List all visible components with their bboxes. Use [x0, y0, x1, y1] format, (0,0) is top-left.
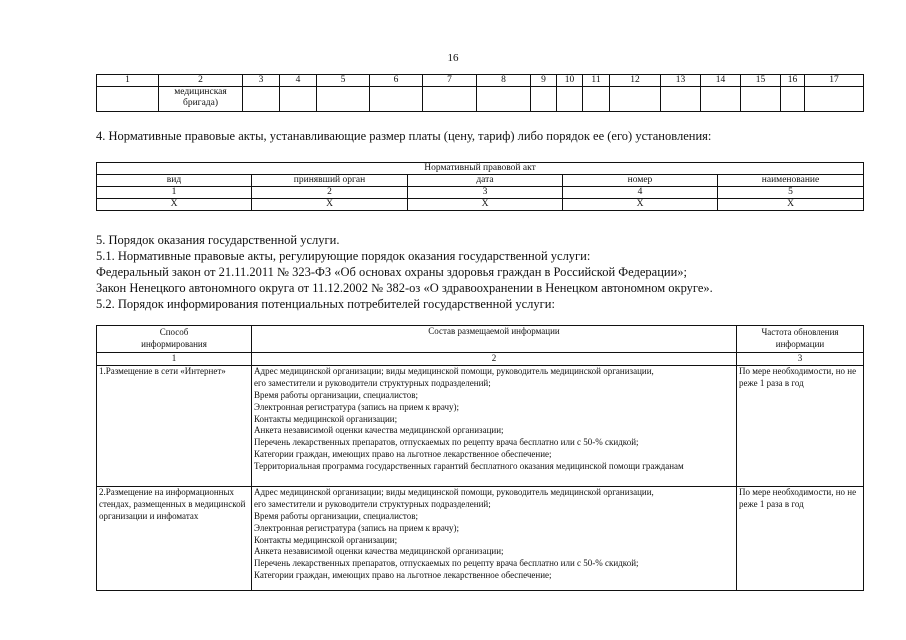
- content-line: его заместители и руководители структурных подразделений;: [254, 377, 491, 388]
- column-number: 6: [370, 75, 423, 87]
- normative-acts-table: [96, 162, 864, 211]
- section-4-heading: 4. Нормативные правовые акты, устанавливающие размер платы (цену, тариф) либо порядок ее (его) установления:: [96, 129, 712, 143]
- section-5-2-heading: 5.2. Порядок информирования потенциальных потребителей государственной услуги:: [96, 297, 555, 311]
- table-cell: [781, 87, 805, 112]
- informing-header-row: [97, 326, 864, 353]
- table-cell: [370, 87, 423, 112]
- column-number: 11: [583, 75, 610, 87]
- column-number: 4: [280, 75, 317, 87]
- column-number: 5: [718, 187, 864, 199]
- column-number: 15: [741, 75, 781, 87]
- table-cell: [423, 87, 477, 112]
- table-cell: [610, 87, 661, 112]
- acts-table-title: Нормативный правовой акт: [97, 163, 864, 175]
- column-number: 5: [317, 75, 370, 87]
- table-cell: X: [252, 199, 408, 211]
- table-cell: [701, 87, 741, 112]
- content-line: Адрес медицинской организации; виды медицинской помощи, руководитель медицинской организации,: [254, 486, 654, 497]
- column-number: 8: [477, 75, 531, 87]
- frequency-cell: По мере необходимости, но не реже 1 раза в год: [737, 365, 864, 486]
- content-line: Время работы организации, специалистов;: [254, 389, 418, 400]
- method-header: Способ информирования: [141, 327, 207, 349]
- column-header: номер: [563, 175, 718, 187]
- informing-table: [96, 325, 864, 591]
- content-cell: [252, 486, 737, 590]
- table-row: [97, 87, 864, 112]
- column-header: вид: [97, 175, 252, 187]
- content-line: его заместители и руководители структурных подразделений;: [254, 498, 491, 509]
- table-cell: [243, 87, 280, 112]
- content-line: Электронная регистратура (запись на прием к врачу);: [254, 401, 460, 412]
- column-number: 16: [781, 75, 805, 87]
- content-line: Адрес медицинской организации; виды медицинской помощи, руководитель медицинской организации,: [254, 365, 654, 376]
- informing-number-row: [97, 353, 864, 366]
- table-cell: [97, 87, 159, 112]
- column-number: 3: [737, 353, 864, 366]
- content-line: Перечень лекарственных препаратов, отпускаемых по рецепту врача бесплатно или с 50-% скидкой;: [254, 437, 639, 448]
- table-cell: медицинская бригада): [159, 87, 243, 112]
- column-number: 3: [243, 75, 280, 87]
- column-number: 17: [805, 75, 864, 87]
- column-number: 12: [610, 75, 661, 87]
- content-cell: [252, 365, 737, 486]
- table-row: [97, 365, 864, 486]
- acts-number-row: [97, 187, 864, 199]
- content-line: Перечень лекарственных препаратов, отпускаемых по рецепту врача бесплатно или с 50-% скидкой;: [254, 558, 639, 569]
- column-number: 4: [563, 187, 718, 199]
- acts-header-row: [97, 175, 864, 187]
- content-line: Контакты медицинской организации;: [254, 534, 398, 545]
- table-cell: [805, 87, 864, 112]
- content-line: Контакты медицинской организации;: [254, 413, 398, 424]
- table-cell: [661, 87, 701, 112]
- table-cell: X: [718, 199, 864, 211]
- column-number: 9: [531, 75, 557, 87]
- column-header: принявший орган: [252, 175, 408, 187]
- column-number: 13: [661, 75, 701, 87]
- table-cell: X: [97, 199, 252, 211]
- column-number: 1: [97, 187, 252, 199]
- column-number-row: [97, 75, 864, 87]
- column-header: Состав размещаемой информации: [252, 326, 737, 353]
- table-cell: [280, 87, 317, 112]
- table-cell: [583, 87, 610, 112]
- section-5-heading: 5. Порядок оказания государственной услуги.: [96, 233, 340, 247]
- content-line: Анкета независимой оценки качества медицинской организации;: [254, 425, 504, 436]
- column-header: Частота обновления информации: [737, 326, 864, 353]
- column-header: наименование: [718, 175, 864, 187]
- content-line: Территориальная программа государственных гарантий бесплатного оказания медицинской помощи гражданам: [254, 461, 684, 472]
- federal-law-reference: Федеральный закон от 21.11.2011 № 323-ФЗ «Об основах охраны здоровья граждан в Российской Федерации»;: [96, 265, 688, 279]
- column-header: [97, 326, 252, 353]
- column-number: 1: [97, 75, 159, 87]
- content-line: Анкета независимой оценки качества медицинской организации;: [254, 546, 504, 557]
- content-line: Время работы организации, специалистов;: [254, 510, 418, 521]
- table-row: [97, 486, 864, 590]
- table-cell: [477, 87, 531, 112]
- acts-value-row: [97, 199, 864, 211]
- column-number: 10: [557, 75, 583, 87]
- content-line: Категории граждан, имеющих право на льготное лекарственное обеспечение;: [254, 570, 552, 581]
- column-number: 7: [423, 75, 477, 87]
- frequency-cell: По мере необходимости, но не реже 1 раза в год: [737, 486, 864, 590]
- column-number: 2: [159, 75, 243, 87]
- table-cell: X: [563, 199, 718, 211]
- regional-law-reference: Закон Ненецкого автономного округа от 11.12.2002 № 382-оз «О здравоохранении в Ненецком автономном округе».: [96, 281, 713, 295]
- continuation-table: [96, 74, 864, 112]
- method-cell: 1.Размещение в сети «Интернет»: [97, 365, 252, 486]
- method-cell: 2.Размещение на информационных стендах, размещенных в медицинской организации и инфоматах: [97, 486, 252, 590]
- column-number: 3: [408, 187, 563, 199]
- column-number: 1: [97, 353, 252, 366]
- column-header: дата: [408, 175, 563, 187]
- column-number: 2: [252, 187, 408, 199]
- table-cell: X: [408, 199, 563, 211]
- content-line: Категории граждан, имеющих право на льготное лекарственное обеспечение;: [254, 449, 552, 460]
- content-line: Электронная регистратура (запись на прием к врачу);: [254, 522, 460, 533]
- table-cell: [557, 87, 583, 112]
- column-number: 2: [252, 353, 737, 366]
- table-cell: [317, 87, 370, 112]
- section-5-1-heading: 5.1. Нормативные правовые акты, регулирующие порядок оказания государственной услуги:: [96, 249, 591, 263]
- column-number: 14: [701, 75, 741, 87]
- table-cell: [531, 87, 557, 112]
- table-cell: [741, 87, 781, 112]
- page-number: 16: [447, 52, 459, 64]
